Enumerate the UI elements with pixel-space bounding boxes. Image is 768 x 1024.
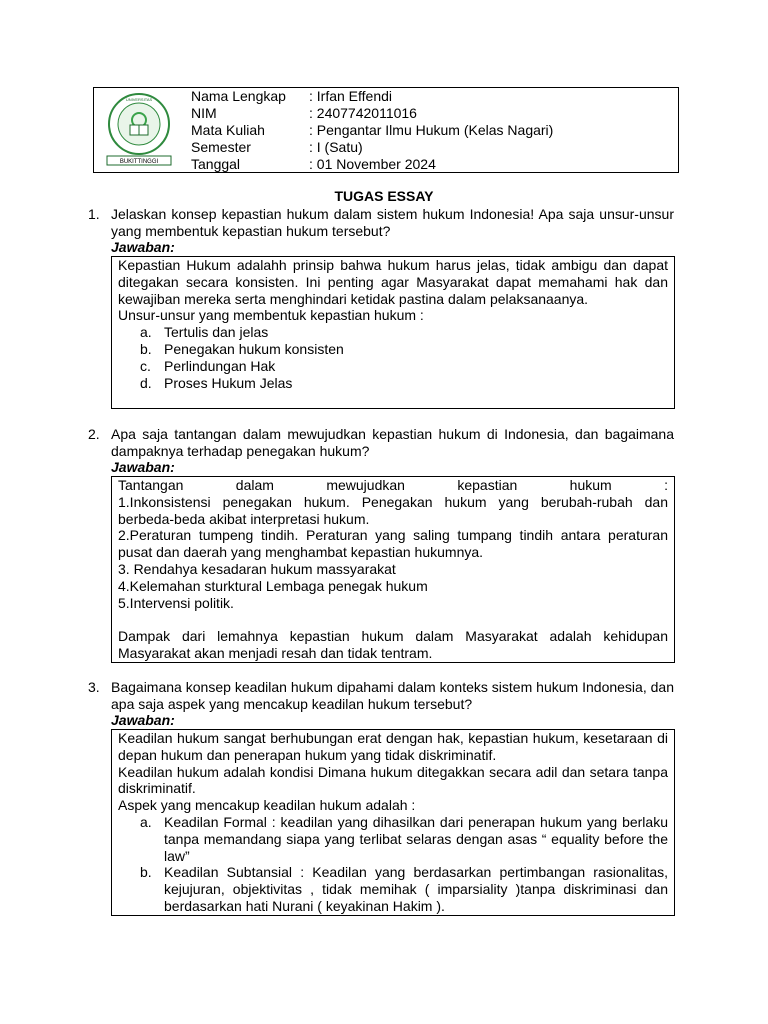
list-marker: b. <box>140 340 152 357</box>
answer-label: Jawaban: <box>111 712 175 728</box>
answer-list <box>118 814 668 915</box>
field-label: Semester <box>191 139 251 155</box>
answer-point: 2.Peraturan tumpeng tindih. Peraturan yang saling tumpang tindih antara peraturan pusat dan daerah yang menghambat kepastian hukumnya. <box>118 527 668 561</box>
field-row-name <box>191 88 553 105</box>
list-item <box>118 341 668 358</box>
list-item <box>118 814 668 864</box>
field-value: : 2407742011016 <box>309 105 417 121</box>
list-item <box>118 864 668 914</box>
field-label: Mata Kuliah <box>191 122 265 138</box>
field-label: Nama Lengkap <box>191 88 286 104</box>
list-marker: c. <box>140 357 151 374</box>
answer-paragraph: Unsur-unsur yang membentuk kepastian hukum : <box>118 307 424 324</box>
answer-paragraph: Aspek yang mencakup keadilan hukum adalah : <box>118 797 416 814</box>
question-number: 3. <box>88 679 100 695</box>
field-value: : Pengantar Ilmu Hukum (Kelas Nagari) <box>309 122 554 138</box>
answer-box-2 <box>111 476 675 663</box>
answer-paragraph: Keadilan hukum adalah kondisi Dimana hukum ditegakkan secara adil dan setara tanpa diskriminatif. <box>118 763 668 797</box>
list-marker: b. <box>140 864 152 881</box>
list-item <box>118 375 668 392</box>
list-marker: d. <box>140 374 152 391</box>
question-number: 2. <box>88 426 100 442</box>
answer-point: 1.Inkonsistensi penegakan hukum. Penegakan hukum yang berubah-rubah dan berbeda-beda akibat interpretasi hukum. <box>118 493 668 527</box>
answer-paragraph: Keadilan hukum sangat berhubungan erat dengan hak, kepastian hukum, kesetaraan di depan hukum dan penerapan hukum yang tidak diskriminatif. <box>118 730 668 763</box>
list-text: Keadilan Formal : keadilan yang dihasilkan dari penerapan hukum yang berlaku tanpa memandang siapa yang terlibat selaras dengan asas “ equality before the law” <box>164 813 668 864</box>
list-text: Tertulis dan jelas <box>164 324 269 341</box>
identity-info <box>191 88 553 173</box>
field-value: : 01 November 2024 <box>309 156 436 172</box>
university-logo <box>103 92 175 166</box>
question-number: 1. <box>88 206 100 222</box>
svg-text:BUKITTINGGI: BUKITTINGGI <box>119 159 159 165</box>
field-value: : Irfan Effendi <box>309 88 393 104</box>
field-row-date <box>191 156 553 173</box>
answer-point: 3. Rendahya kesadaran hukum massyarakat <box>118 560 396 577</box>
question-text <box>111 679 674 713</box>
list-item <box>118 358 668 375</box>
question-2-text: Apa saja tantangan dalam mewujudkan kepastian hukum di Indonesia, dan bagaimana dampaknya terhadap penegakan hukum? <box>111 426 674 459</box>
question-text <box>111 426 674 460</box>
list-text: Penegakan hukum konsisten <box>164 340 344 357</box>
field-label: NIM <box>191 105 217 121</box>
answer-paragraph: Kepastian Hukum adalahh prinsip bahwa hukum harus jelas, tidak ambigu dan dapat ditegakan secara konsisten. Ini penting agar Masyarakat dapat memahami hak dan kewajiban mereka serta menghindari ketidak pastina dalam pelaksanaanya. <box>118 257 668 307</box>
answer-label: Jawaban: <box>111 459 175 475</box>
list-marker: a. <box>140 813 152 830</box>
blank-line <box>118 611 668 628</box>
question-text <box>111 206 674 240</box>
question-1-text: Jelaskan konsep kepastian hukum dalam sistem hukum Indonesia! Apa saja unsur-unsur yang membentuk kepastian hukum tersebut? <box>111 206 674 239</box>
answer-list <box>118 324 668 391</box>
answer-point: 5.Intervensi politik. <box>118 594 234 611</box>
field-row-semester <box>191 139 553 156</box>
answer-paragraph: Tantangan dalam mewujudkan kepastian hukum : <box>118 477 668 493</box>
page-title: TUGAS ESSAY <box>334 188 434 204</box>
answer-box-1 <box>111 256 675 409</box>
answer-box-3 <box>111 729 675 916</box>
list-marker: a. <box>140 324 152 341</box>
list-text: Perlindungan Hak <box>164 357 276 374</box>
field-label: Tanggal <box>191 156 241 172</box>
svg-text:UNIVERSITAS: UNIVERSITAS <box>125 97 153 102</box>
list-item <box>118 324 668 341</box>
list-text: Proses Hukum Jelas <box>164 374 293 391</box>
field-row-course <box>191 122 553 139</box>
answer-label: Jawaban: <box>111 239 175 255</box>
answer-paragraph: Dampak dari lemahnya kepastian hukum dalam Masyarakat adalah kehidupan Masyarakat akan menjadi resah dan tidak tentram. <box>118 628 668 661</box>
answer-point: 4.Kelemahan sturktural Lembaga penegak hukum <box>118 577 428 594</box>
question-3-text: Bagaimana konsep keadilan hukum dipahami dalam konteks sistem hukum Indonesia, dan apa saja aspek yang mencakup keadilan hukum tersebut? <box>111 679 674 712</box>
list-text: Keadilan Subtansial : Keadilan yang berdasarkan pertimbangan rasionalitas, kejujuran, objektivitas , tidak memihak ( imparsiality )tanpa diskriminasi dan berdasarkan hati Nurani ( keyakinan Hakim ). <box>164 864 668 914</box>
field-row-nim <box>191 105 553 122</box>
field-value: : I (Satu) <box>309 139 363 155</box>
